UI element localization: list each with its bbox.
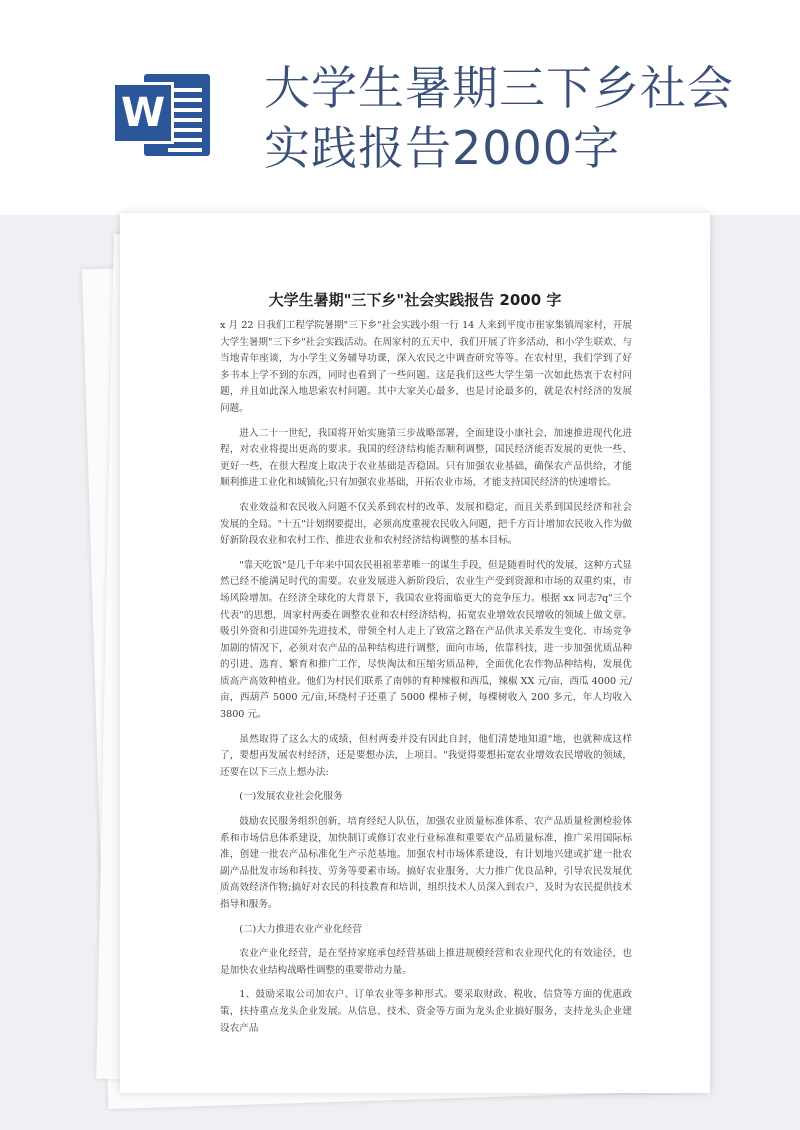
page-title-line1: 大学生暑期三下乡社会 (264, 61, 734, 115)
paragraph: 鼓励农民服务组织创新，培育经纪人队伍，加强农业质量标准体系、农产品质量检测检验体系和市场信息体系建设，加快制订或修订农业行业标准和重要农产品质量标准，推广采用国际标准，创建一批农产品标准化生产示范基地。加强农村市场体系建设，有计划地兴建或扩建一批农副产品批发市场和科技、劳务等要素市场。搞好农业服务，大力推广优良品种，引导农民发展优质高效经济作物;搞好对农民的科技教育和培训，组织技术人员深入到农户，及时为农民提供技术指导和服务。 (220, 816, 632, 910)
paragraph: 农业效益和农民收入问题不仅关系到农村的改革、发展和稳定，而且关系到国民经济和社会发展的全局。"十五"计划纲要提出，必须高度重视农民收入问题，把千方百计增加农民收入作为做好新阶段农业和农村工作、推进农业和农村经济结构调整的基本目标。 (220, 501, 632, 547)
word-document-icon (112, 70, 210, 158)
document-body (220, 318, 632, 1045)
document-page (120, 213, 710, 1093)
word-icon-letter: W (112, 82, 174, 144)
paragraph: 1、鼓励采取公司加农户、订单农业等多种形式。要采取财政、税收、信贷等方面的优惠政策，扶持重点龙头企业发展。从信息、技术、资金等方面为龙头企业搞好服务，支持龙头企业建设农产品 (220, 989, 632, 1034)
header-banner (0, 0, 800, 215)
paragraph: x 月 22 日我们工程学院暑期"三下乡"社会实践小组一行 14 人来到平度市崔家集镇周家村，开展大学生暑期"三下乡"社会实践活动。在周家村的五天中，我们开展了许多活动，和小学生联欢、与当地青年座谈，为小学生义务辅导功课，深入农民之中调查研究等等。在农村里，我们学到了好多书本上学不到的东西，同时也看到了一些问题。这是我们这些大学生第一次如此热衷于农村问题，并且如此深入地思索农村问题。其中大家关心最多，也是讨论最多的，就是农村经济的发展问题。 (220, 320, 632, 414)
page-title (264, 58, 744, 178)
page-title-line2: 实践报告2000字 (264, 121, 621, 175)
document-title: 大学生暑期"三下乡"社会实践报告 2000 字 (268, 291, 562, 309)
paragraph: 进入二十一世纪，我国将开始实施第三步战略部署，全面建设小康社会，加速推进现代化进程，对农业将提出更高的要求。我国的经济结构能否顺利调整，国民经济能否发展的更快一些、更好一些，在很大程度上取决于农业基础是否稳固。只有加强农业基础，确保农产品供给，才能顺利推进工业化和城镇化;只有加强农业基础，开拓农业市场，才能支持国民经济的快速增长。 (220, 427, 632, 489)
paragraph: "靠天吃饭"是几千年来中国农民祖祖辈辈唯一的谋生手段，但是随着时代的发展，这种方式显然已经不能满足时代的需要。农业发展进入新阶段后，农业生产受到资源和市场的双重约束，市场风险增加。在经济全球化的大背景下，我国农业将面临更大的竞争压力。根据 xx 同志?q"三个代表"的思想，周家村两委在调整农业和农村经济结构，拓宽农业增效农民增收的领域上做文章。吸引外资和引进国外先进技术，带领全村人走上了致富之路在产品供求关系发生变化、市场竞争加剧的情况下，必须对农产品的品种结构进行调整，面向市场，依靠科技，进一步加强优质品种的引进、选育、繁育和推广工作，尽快淘汰和压缩劣质品种，全面优化农作物品种结构，发展优质高产高效种植业。他们为村民们联系了南韩的育种辣椒和西瓜，辣椒 XX 元/亩，西瓜 4000 元/亩，西葫芦 5000 元/亩,环绕村子还重了 5000 棵柿子树，每棵树收入 200 多元，年人均收入 3800 元。 (220, 559, 632, 721)
section-heading: (一)发展农业社会化服务 (239, 791, 343, 803)
section-heading: (二)大力推进农业产业化经营 (239, 923, 362, 935)
paragraph: 农业产业化经营，是在坚持家庭承包经营基础上推进规模经营和农业现代化的有效途径，也是加快农业结构战略性调整的重要带动力量。 (220, 948, 632, 976)
paragraph: 虽然取得了这么大的成绩，但村两委并没有因此自封，他们清楚地知道"地，也就种成这样了，要想再发展农村经济，还是要想办法，上项目。"我觉得要想拓宽农业增效农民增收的领域，还要在以下三点上想办法: (220, 733, 632, 778)
